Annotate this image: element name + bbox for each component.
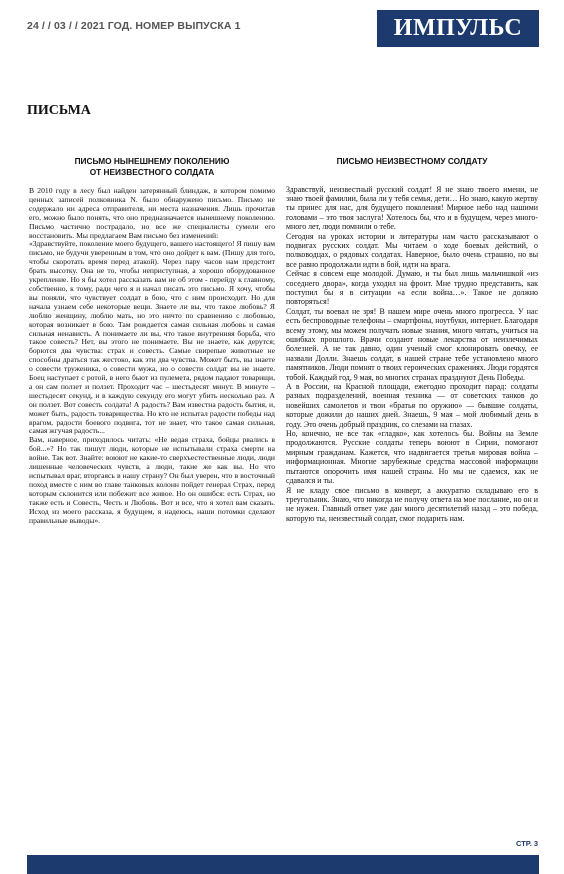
right-paragraph: А в России, на Красной площади, ежегодно проходит парад: солдаты разных подразделений, военная техника — от советских танков до новейших самолетов и твои «братья по оружию» — бывшие солдаты, которые дожили до наших дней. Знаешь, 9 мая – мой любимый день в году. Это очень добрый праздник, со слезами на глазах. [286, 382, 538, 429]
right-paragraph: Сейчас я совсем еще молодой. Думаю, и ты был лишь мальчишкой «из соседнего двора», когда уходил на фронт. Мне трудно представить, как поступил бы я в ситуации «а если война…». Такое не должно повторяться! [286, 269, 538, 307]
brand-banner [377, 10, 539, 47]
issue-date-line: 24 / / 03 / / 2021 ГОД. НОМЕР ВЫПУСКА 1 [27, 20, 241, 32]
right-paragraph: Здравствуй, неизвестный русский солдат! Я не знаю твоего имени, не знаю твоей фамилии, была ли у тебя семья, дети… Но знаю, какую жертву ты принес для нас, для будущего поколения! Мирное небо над нашими головами – это твоя заслуга! Хотелось бы, что и в будущем, через много-много лет, люди помнили о тебе. [286, 184, 538, 232]
right-paragraph: Солдат, ты воевал не зря! В нашем мире очень много прогресса. У нас есть беспроводные телефоны – смартфоны, ноутбуки, интернет. Благодаря всему этому, мы можем получать новые знания, много читать, учиться на ошибках прошлого. Врачи создают новые лекарства от неизлечимых болезней. А не так давно, один ученый смог клонировать овечку, ее назвали Долли. Знаешь солдат, в нашей стране тебе установлено много памятников. Люди помнят о твоих героических сражениях. Люди гордятся тобой. Каждый год, 9 мая, во многих странах празднуют День Победы. [286, 306, 538, 382]
right-column [286, 152, 538, 523]
left-paragraph: В 2010 году в лесу был найден затерянный блиндаж, в котором помимо ценных записей полковника N. было обнаружено письмо. Письмо не содержало ни адреса отправителя, ни места назначения. Лишь прочитав его, можно было понять, что оно предназначается нынешнему поколению. Письмо частично пострадало, но все же специалисты сумели его восстановить. Мы предлагаем Вам письмо без изменений: [29, 186, 275, 240]
left-paragraph: Вам, наверное, приходилось читать: «Не ведая страха, бойцы рвались в бой...»? Но так пишут люди, которые не испытывали страха смерти на войне. Так вот. Знайте: воюют не какие-то сверхъестественные люди, люди лишенные человеческих чувств, а люди, такие же как вы. Но что испытывал враг, вторгаясь в нашу страну? Он был уверен, что в восточный поход вместе с ним во главе танковых колонн пойдет генерал Страх, перед которым склонится или побежит все живое. Но он ошибся: есть Страх, но также есть и Совесть, Честь и Любовь. Вот и все, что я хотел вам сказать. Исход из моего рассказа, я будущем, я надеюсь, наши потомки сделают правильные выводы». [29, 435, 275, 525]
left-column [29, 152, 275, 525]
right-paragraph: Но, конечно, не все так «гладко», как хотелось бы. Войны на Земле продолжаются. Русские солдаты теперь воюют в Сирии, помогают мирным гражданам. Кажется, что надвигается третья мировая война – информационная. Многие зарубежные средства массовой информации пытаются опорочить имя нашей страны. Но мы не сдаемся, как не сдавался и ты. [286, 429, 538, 486]
left-article-title [29, 156, 275, 177]
right-paragraph: Сегодня на уроках истории и литературы нам часто рассказывают о подвигах русских солдат. Мы читаем о ходе боевых действий, о полководцах, о рядовых солдатах. Наверное, было очень страшно, но вы все равно продолжали идти в бой, идти на врага. [286, 231, 538, 269]
section-title: ПИСЬМА [27, 103, 91, 118]
left-paragraph: «Здравствуйте, поколение моего будущего, вашего настоящего! Я пишу вам письмо, не будучи уверенным в том, что оно дойдет к вам. (Пишу для того, чтобы скоротать время перед атакой). Через пару часов нам предстоит брать высотку. Она не то, чтобы неприступная, а хорошо оборудованное укрепление. Но я бы хотел рассказать вам не об этом - перейду к главному, собственно, к тому, ради чего я и начал писать это письмо. Я хочу, чтобы вы поняли, что чувствует солдат в бою, что с ним происходит. Но для начала узнаем себе некоторые вещи. Знаете ли вы, что такое любовь? Я люблю женщину, люблю мать, но это ничто по сравнению с любовью, которая возникает в бою. Там рождается самая сильная любовь и самая сильная ненависть. А понимаете ли вы, что такое внутренняя борьба, что такое совесть? Нет, вы этого не понимаете. Вы не знаете, как дерутся; борются два чувства: страх и совесть. Самые свирепые животные не способны драться так жестоко, как эти два чувства. Может быть, вы знаете о совести труженика, о совести мужа, но о совести солдат вы не знаете. Боец наступает с ротой, в него бьют из пулемета, рядом падают товарищи, а он сам ползет и ползет. Проходит час – шестьдесят минут. В минуте – шестьдесят секунд, и в каждую секунду его могут убить несколько раз. А он ползет. Вот совесть солдата! А радость? Вам известна радость бытия, и, может быть, радость товарищества. Но кто не испытал радости победы над врагом, радости боевого подвига, тот не знает, что такое самая сильная, самая жгучая радость... [29, 239, 275, 436]
left-title-line-1: ПИСЬМО НЫНЕШНЕМУ ПОКОЛЕНИЮ [74, 156, 230, 166]
left-title-line-2: ОТ НЕИЗВЕСТНОГО СОЛДАТА [89, 166, 215, 177]
footer-bar [27, 855, 539, 874]
right-paragraph: Я не кладу свое письмо в конверт, а аккуратно складываю его в треугольник. Знаю, что никогда не получу ответа на мое послание, но он и не нужен. Главный ответ уже дан много десятилетий назад – это победа, которую ты, неизвестный солдат, смог подарить нам. [286, 485, 538, 523]
page-number: СТР. 3 [516, 839, 539, 848]
right-article-title: ПИСЬМО НЕИЗВЕСТНОМУ СОЛДАТУ [336, 156, 488, 166]
brand-title: ИМПУЛЬС [393, 15, 523, 41]
